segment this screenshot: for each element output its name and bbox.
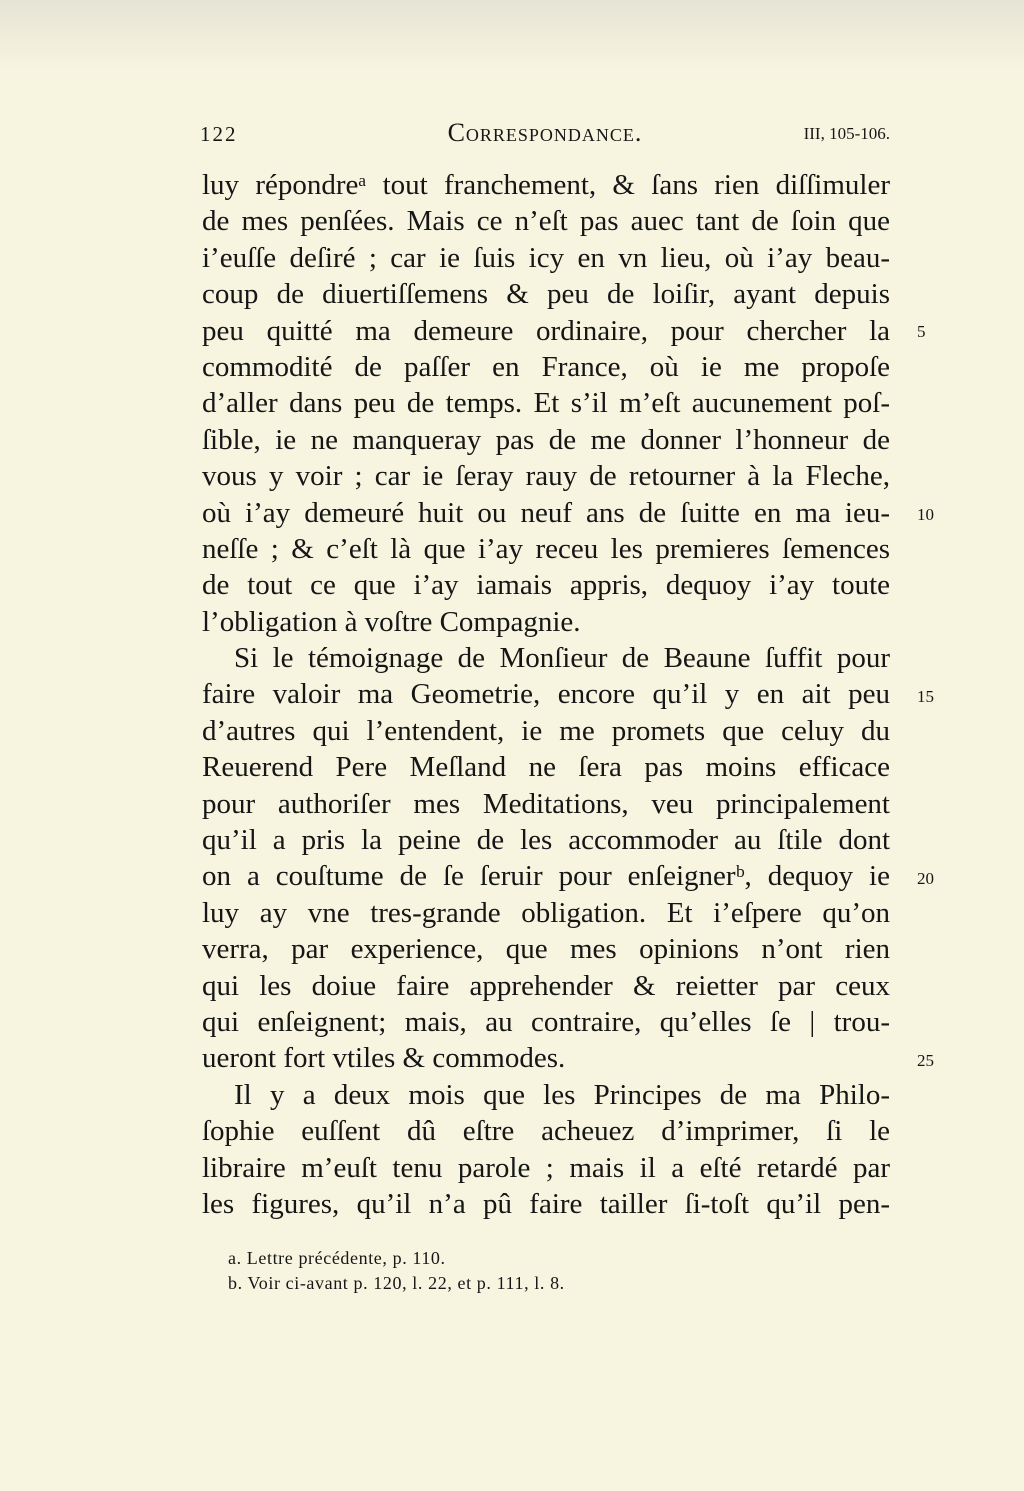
text-line: verra, par experience, que mes opinions n’ont rien	[202, 933, 890, 966]
text-line: ueront fort vtiles & commodes.	[202, 1042, 566, 1075]
text-line: de mes penſées. Mais ce n’eſt pas auec tant de ſoin que	[202, 205, 890, 238]
margin-line-number: 15	[917, 687, 934, 706]
text-line: ſible, ie ne manqueray pas de me donner l’honneur de	[202, 423, 890, 456]
page-reference: III, 105-106.	[803, 124, 890, 143]
text-line: d’aller dans peu de temps. Et s’il m’eſt aucunement poſ-	[202, 387, 890, 420]
margin-line-number: 10	[917, 505, 934, 524]
footnotes	[228, 1246, 878, 1296]
text-line: vous y voir ; car ie ſeray rauy de retourner à la Fleche,	[202, 460, 890, 493]
text-line: qui enſeignent; mais, au contraire, qu’elles ſe | trou-	[202, 1005, 890, 1038]
text-line: les figures, qu’il n’a pû faire tailler ſi-toſt qu’il pen-	[202, 1187, 890, 1220]
text-line: d’autres qui l’entendent, ie me promets que celuy du	[202, 714, 890, 747]
text-line: commodité de paſſer en France, où ie me propoſe	[202, 350, 890, 383]
text-line: neſſe ; & c’eſt là que i’ay receu les premieres ſemences	[202, 532, 890, 565]
text-line: Reuerend Pere Meſland ne ſera pas moins efficace	[202, 751, 890, 784]
text-line: on a couſtume de ſe ſeruir pour enſeignerᵇ, dequoy ie	[202, 860, 890, 893]
footnote-a: a. Lettre précédente, p. 110.	[228, 1248, 446, 1268]
text-line: luy répondreᵃ tout franchement, & ſans rien diſſimuler	[202, 169, 890, 201]
text-line: coup de diuertiſſemens & peu de loiſir, ayant depuis	[202, 278, 890, 311]
running-title: Correspondance.	[447, 118, 643, 147]
text-line: de tout ce que i’ay iamais appris, dequoy i’ay toute	[202, 569, 890, 602]
page-header	[200, 118, 890, 158]
footnote-b: b. Voir ci-avant p. 120, l. 22, et p. 111, l. 8.	[228, 1273, 565, 1293]
margin-line-number: 20	[917, 869, 934, 888]
page-edge-shadow	[0, 0, 1024, 70]
main-text	[202, 167, 890, 1222]
text-line: luy ay vne tres-grande obligation. Et i’eſpere qu’on	[202, 896, 890, 929]
text-line: où i’ay demeuré huit ou neuf ans de ſuitte en ma ieu-	[202, 496, 890, 529]
text-line: l’obligation à voſtre Compagnie.	[202, 605, 581, 638]
margin-line-number: 5	[917, 322, 926, 341]
text-line: pour authoriſer mes Meditations, veu principalement	[202, 787, 890, 820]
page-number: 122	[200, 122, 238, 146]
text-line: qu’il a pris la peine de les accommoder au ſtile dont	[202, 824, 890, 857]
text-line: Il y a deux mois que les Principes de ma Philo-	[234, 1078, 890, 1111]
text-line: libraire m’euſt tenu parole ; mais il a eſté retardé par	[202, 1151, 890, 1184]
text-line: ſophie euſſent dû eſtre acheuez d’imprimer, ſi le	[202, 1115, 890, 1148]
text-line: peu quitté ma demeure ordinaire, pour chercher la	[202, 314, 890, 347]
text-line: qui les doiue faire apprehender & reietter par ceux	[202, 969, 890, 1002]
margin-line-number: 25	[917, 1051, 934, 1070]
text-line: faire valoir ma Geometrie, encore qu’il y en ait peu	[202, 678, 890, 711]
text-line: Si le témoignage de Monſieur de Beaune ſuffit pour	[234, 642, 890, 675]
text-line: i’euſſe deſiré ; car ie ſuis icy en vn lieu, où i’ay beau-	[202, 241, 890, 274]
